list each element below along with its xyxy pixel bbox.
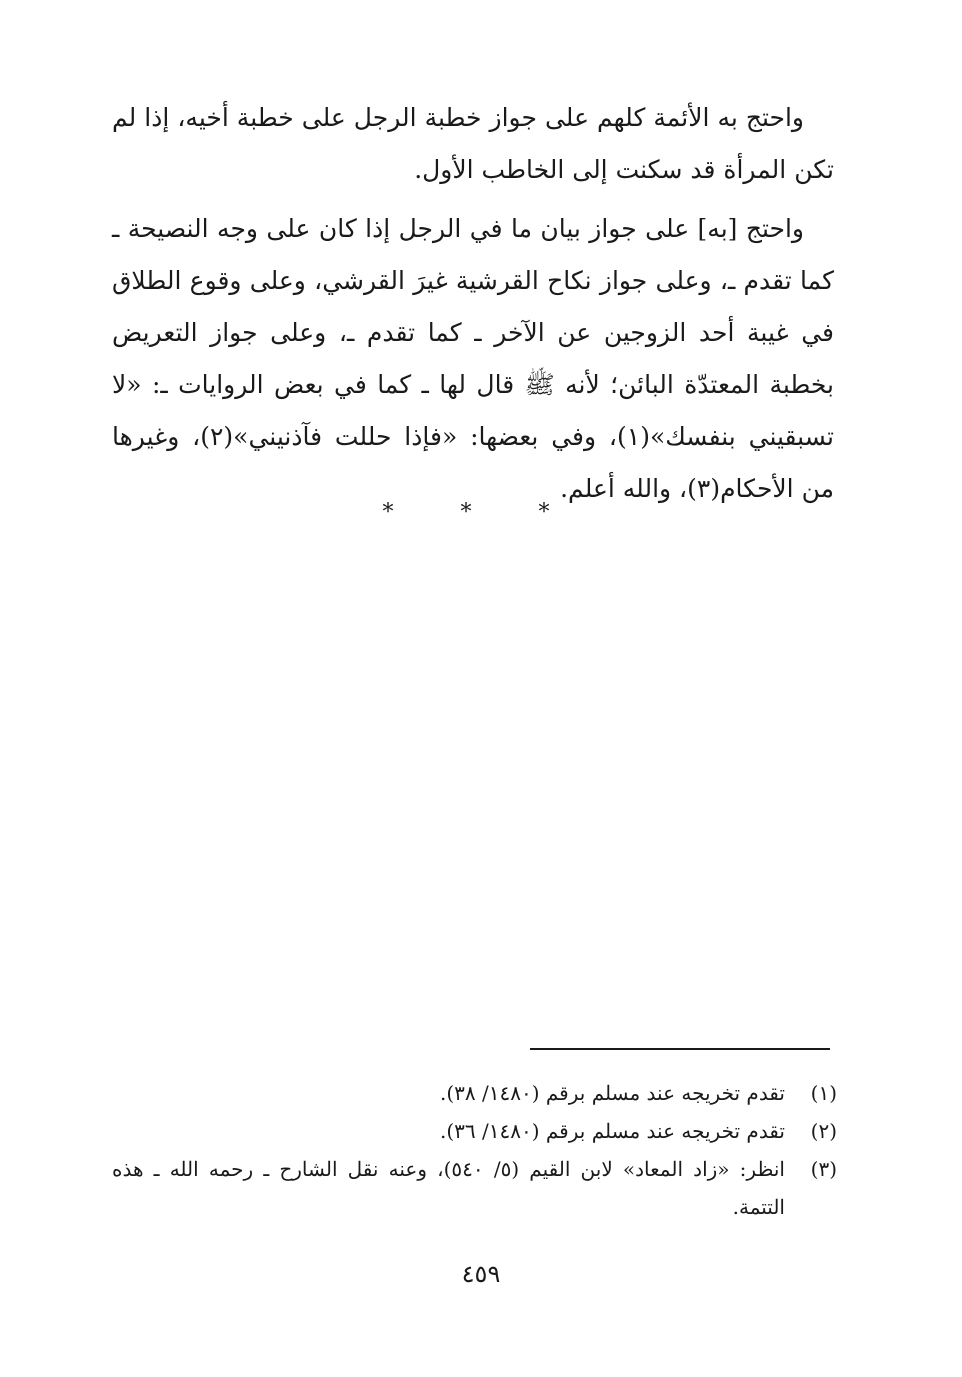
footnote-number: (٣): [810, 1157, 837, 1181]
footnote-2: [112, 1112, 837, 1150]
footnote-3: [112, 1150, 837, 1226]
footnote-1: [112, 1074, 837, 1112]
footnote-number: (١): [810, 1081, 837, 1105]
footnote-text: تقدم تخريجه عند مسلم برقم (١٤٨٠/ ٣٦).: [439, 1119, 785, 1143]
page-number: ٤٥٩: [461, 1260, 501, 1288]
footnote-text: انظر: «زاد المعاد» لابن القيم (٥/ ٥٤٠)، وعنه نقل الشارح ـ رحمه الله ـ هذه التتمة.: [112, 1157, 785, 1219]
footnote-number: (٢): [810, 1119, 837, 1143]
main-text-body: [112, 92, 834, 522]
footnotes: [112, 1074, 837, 1226]
paragraph-1: واحتج به الأئمة كلهم على جواز خطبة الرجل على خطبة أخيه، إذا لم تكن المرأة قد سكنت إلى الخاطب الأول.: [112, 103, 834, 184]
section-separator: * * *: [382, 500, 580, 525]
footnote-text: تقدم تخريجه عند مسلم برقم (١٤٨٠/ ٣٨).: [439, 1081, 785, 1105]
footnote-divider: [530, 1048, 830, 1050]
paragraph-2: واحتج [به] على جواز بيان ما في الرجل إذا كان على وجه النصيحة ـ كما تقدم ـ، وعلى جواز نكاح القرشية غيرَ القرشي، وعلى وقوع الطلاق في غيبة أحد الزوجين عن الآخر ـ كما تقدم ـ، وعلى جواز التعريض بخطبة المعتدّة البائن؛ لأنه ﷺ قال لها ـ كما في بعض الروايات ـ: «لا تسبقيني بنفسك»(١)، وفي بعضها: «فإذا حللت فآذنيني»(٢)، وغيرها من الأحكام(٣)، والله أعلم.: [112, 214, 834, 503]
